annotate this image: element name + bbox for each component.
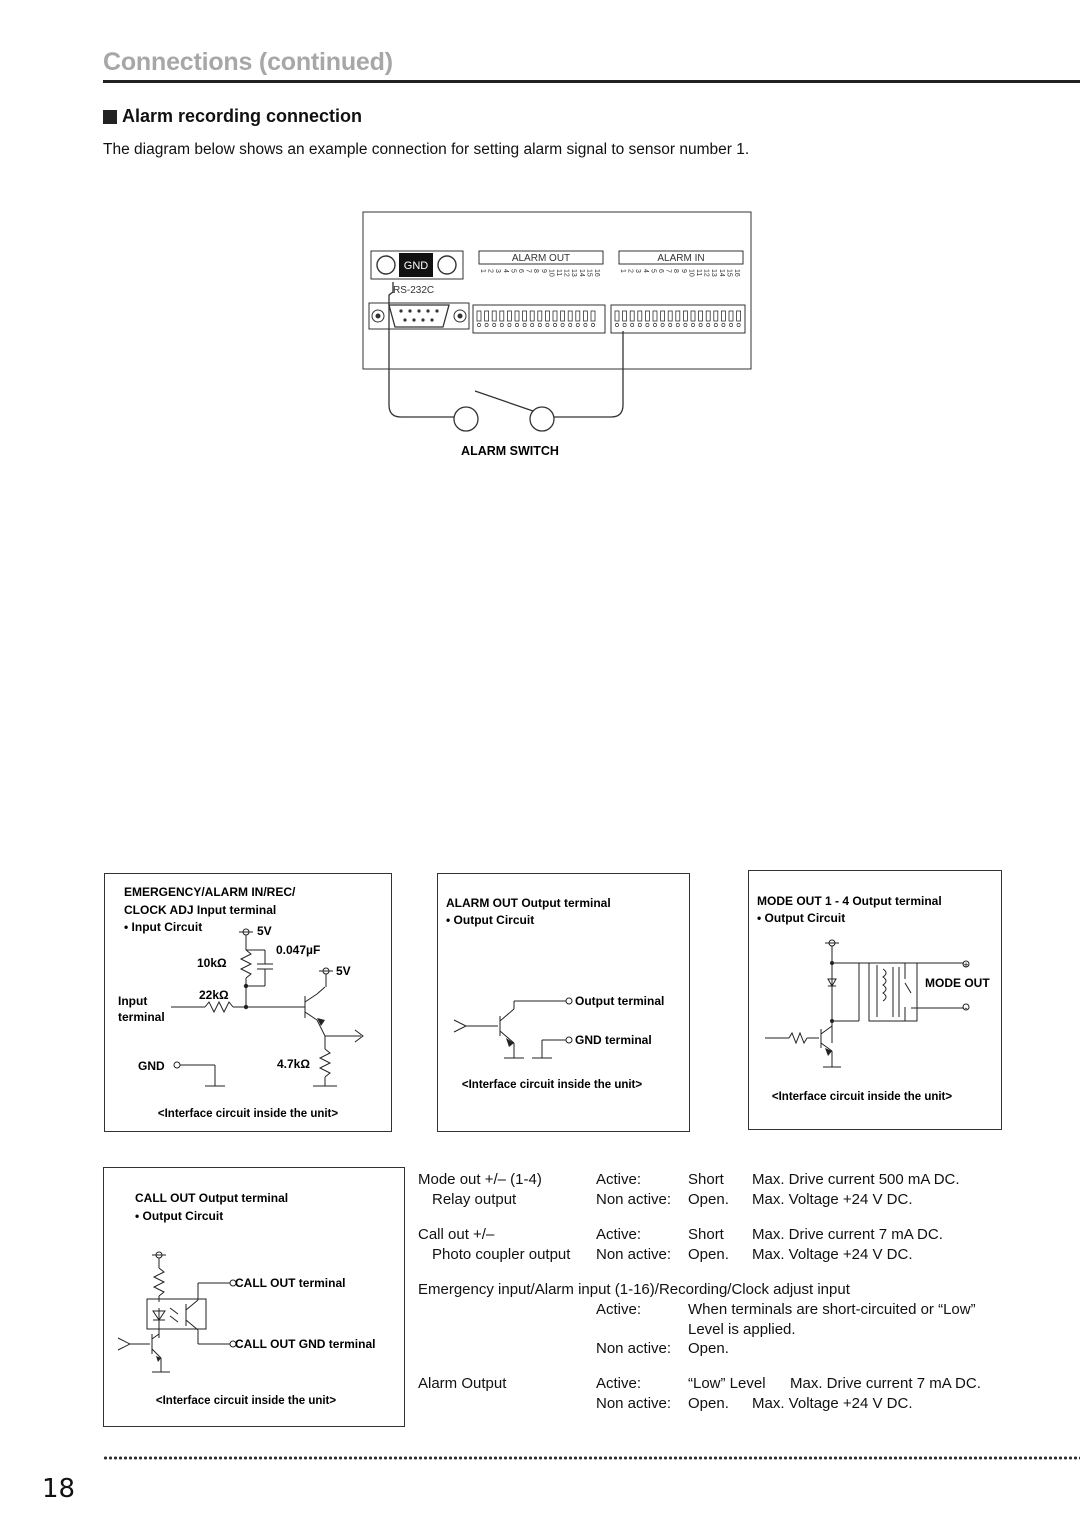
spec-alarm-max2: Max. Voltage +24 V DC. bbox=[752, 1395, 913, 1412]
junction-dot bbox=[244, 1005, 248, 1009]
intro-text: The diagram below shows an example connection for setting alarm signal to sensor number 1. bbox=[103, 141, 750, 158]
terminal-slot bbox=[530, 311, 534, 321]
emergency-title-1: EMERGENCY/ALARM IN/REC/ bbox=[124, 885, 296, 899]
terminal-screw bbox=[707, 323, 710, 326]
spec-alarm-low: “Low” Level bbox=[688, 1375, 766, 1392]
terminal-screw bbox=[523, 323, 526, 326]
pin-number: 11 bbox=[695, 269, 702, 277]
pin-number: 11 bbox=[555, 269, 562, 277]
terminal-slot bbox=[691, 311, 695, 321]
spec-call-name: Call out +/– bbox=[418, 1226, 495, 1243]
alarm-out-subtitle: • Output Circuit bbox=[446, 913, 535, 927]
emergency-schematic bbox=[105, 874, 391, 1131]
pin-number: 6 bbox=[657, 269, 664, 273]
call-out-terminal: CALL OUT terminal bbox=[235, 1276, 346, 1290]
terminal-screw bbox=[729, 323, 732, 326]
call-out-subtitle: • Output Circuit bbox=[135, 1209, 224, 1223]
terminal-slot bbox=[561, 311, 565, 321]
pin-number: 12 bbox=[702, 269, 710, 277]
spec-mode-name: Mode out +/– (1-4) bbox=[418, 1171, 542, 1188]
gnd-screw-icon bbox=[377, 256, 395, 274]
terminal-slot bbox=[523, 311, 527, 321]
pin-number: 5 bbox=[649, 269, 657, 273]
pin-number: 7 bbox=[524, 269, 532, 273]
spec-call-max1: Max. Drive current 7 mA DC. bbox=[752, 1226, 943, 1243]
spec-emergency-name: Emergency input/Alarm input (1-16)/Recording/Clock adjust input bbox=[418, 1281, 850, 1298]
mode-out-footer: <Interface circuit inside the unit> bbox=[771, 1091, 953, 1103]
spec-call-max2: Max. Voltage +24 V DC. bbox=[752, 1246, 913, 1263]
terminal-screw bbox=[623, 323, 626, 326]
terminal-slot bbox=[545, 311, 549, 321]
pin-number: 7 bbox=[664, 269, 672, 273]
pin-number: 13 bbox=[710, 269, 718, 277]
terminal-slot bbox=[683, 311, 687, 321]
terminal-screw bbox=[653, 323, 656, 326]
terminal-screw bbox=[661, 323, 664, 326]
terminal-slot bbox=[699, 311, 703, 321]
terminal-slot bbox=[568, 311, 572, 321]
alarm-in-terminals bbox=[615, 311, 741, 327]
terminal-screw bbox=[669, 323, 672, 326]
spec-call-short: Short bbox=[688, 1226, 724, 1243]
mode-out-label: MODE OUT bbox=[925, 976, 990, 990]
terminal-screw bbox=[737, 323, 740, 326]
spec-emergency-nonactive: Non active: bbox=[596, 1340, 672, 1357]
terminal-screw bbox=[638, 323, 641, 326]
terminal-slot bbox=[477, 311, 481, 321]
alarm-out-label: ALARM OUT bbox=[511, 253, 571, 264]
terminal-slot bbox=[729, 311, 733, 321]
rs232c-label: RS-232C bbox=[393, 285, 435, 296]
terminal-slot bbox=[630, 311, 634, 321]
pin-number: 10 bbox=[687, 269, 695, 277]
pin-number: 16 bbox=[733, 269, 740, 277]
call-out-schematic bbox=[104, 1168, 404, 1426]
pin-number: 12 bbox=[562, 269, 570, 277]
emergency-5v-2: 5V bbox=[336, 964, 351, 978]
gnd-label: GND bbox=[403, 260, 429, 272]
pin-number: 14 bbox=[577, 269, 585, 277]
emergency-r3: 4.7kΩ bbox=[277, 1057, 310, 1071]
call-out-title: CALL OUT Output terminal bbox=[135, 1191, 289, 1205]
gnd-screw-2-icon bbox=[438, 256, 456, 274]
pin-number: 1 bbox=[619, 269, 626, 273]
emergency-subtitle: • Input Circuit bbox=[124, 920, 203, 934]
emergency-cap: 0.047µF bbox=[276, 943, 321, 957]
terminal-slot bbox=[706, 311, 710, 321]
call-out-circuit-box bbox=[103, 1167, 405, 1427]
alarm-out-circuit-box bbox=[437, 873, 690, 1132]
terminal-screw bbox=[546, 323, 549, 326]
pin-number: 10 bbox=[547, 269, 555, 277]
spec-mode-active: Active: bbox=[596, 1171, 642, 1188]
call-out-gnd-terminal: CALL OUT GND terminal bbox=[235, 1337, 376, 1351]
terminal-slot bbox=[515, 311, 519, 321]
alarm-out-title: ALARM OUT Output terminal bbox=[446, 896, 611, 910]
section-title: Alarm recording connection bbox=[122, 106, 363, 126]
mode-out-title: MODE OUT 1 - 4 Output terminal bbox=[757, 894, 942, 908]
spec-call-sub: Photo coupler output bbox=[432, 1246, 571, 1263]
terminal-slot bbox=[638, 311, 642, 321]
terminal-screw bbox=[508, 323, 511, 326]
junction-dot bbox=[244, 984, 248, 988]
spec-mode-max1: Max. Drive current 500 mA DC. bbox=[752, 1171, 960, 1188]
pin-number: 5 bbox=[509, 269, 517, 273]
terminal-screw bbox=[538, 323, 541, 326]
mode-out-circuit-box bbox=[748, 870, 1002, 1130]
terminal-screw bbox=[699, 323, 702, 326]
terminal-slot bbox=[538, 311, 542, 321]
terminal-screw bbox=[515, 323, 518, 326]
spec-emergency-desc1: When terminals are short-circuited or “Low” bbox=[688, 1301, 976, 1318]
switch-lever bbox=[475, 391, 533, 411]
pin-number: 4 bbox=[641, 269, 649, 273]
terminal-slot bbox=[714, 311, 718, 321]
pin-number: 2 bbox=[626, 269, 634, 273]
emergency-r1: 10kΩ bbox=[197, 956, 227, 970]
terminal-screw bbox=[591, 323, 594, 326]
pin-number: 16 bbox=[593, 269, 600, 277]
emergency-input-2: terminal bbox=[118, 1010, 165, 1024]
spec-call-active: Active: bbox=[596, 1226, 642, 1243]
square-bullet-icon bbox=[103, 110, 117, 124]
terminal-screw bbox=[553, 323, 556, 326]
emergency-title-2: CLOCK ADJ Input terminal bbox=[124, 903, 277, 917]
pin-number: 9 bbox=[679, 269, 687, 273]
spec-alarm-open: Open. bbox=[688, 1395, 729, 1412]
spec-mode-nonactive: Non active: bbox=[596, 1191, 672, 1208]
alarm-out-terminal: Output terminal bbox=[575, 994, 665, 1008]
alarm-out-schematic bbox=[438, 874, 689, 1131]
terminal-slot bbox=[500, 311, 504, 321]
spec-call-open: Open. bbox=[688, 1246, 729, 1263]
terminal-slot bbox=[576, 311, 580, 321]
spec-call-nonactive: Non active: bbox=[596, 1246, 672, 1263]
emergency-gnd: GND bbox=[138, 1059, 165, 1073]
terminal-screw bbox=[477, 323, 480, 326]
mode-out-subtitle: • Output Circuit bbox=[757, 911, 846, 925]
spec-mode-max2: Max. Voltage +24 V DC. bbox=[752, 1191, 913, 1208]
terminal-screw bbox=[485, 323, 488, 326]
pin-number: 4 bbox=[501, 269, 509, 273]
emergency-circuit-box bbox=[104, 873, 392, 1132]
title-rule bbox=[103, 80, 1080, 83]
alarm-switch-label: ALARM SWITCH bbox=[461, 444, 559, 458]
terminal-slot bbox=[721, 311, 725, 321]
terminal-slot bbox=[615, 311, 619, 321]
terminal-slot bbox=[507, 311, 511, 321]
spec-alarm-nonactive: Non active: bbox=[596, 1395, 672, 1412]
terminal-screw bbox=[576, 323, 579, 326]
spec-alarm-active: Active: bbox=[596, 1375, 642, 1392]
terminal-screw bbox=[584, 323, 587, 326]
terminal-slot bbox=[661, 311, 665, 321]
terminal-slot bbox=[623, 311, 627, 321]
emergency-footer: <Interface circuit inside the unit> bbox=[157, 1108, 339, 1120]
minus-sign: - bbox=[964, 1003, 968, 1013]
emitter-arrow bbox=[825, 1048, 832, 1056]
spec-alarm-name: Alarm Output bbox=[418, 1375, 507, 1392]
terminal-screw bbox=[684, 323, 687, 326]
terminal-screw bbox=[500, 323, 503, 326]
dotted-divider bbox=[103, 1456, 1080, 1460]
terminal-slot bbox=[591, 311, 595, 321]
alarm-in-label: ALARM IN bbox=[657, 253, 705, 264]
terminal-screw bbox=[615, 323, 618, 326]
terminal-slot bbox=[737, 311, 741, 321]
terminal-slot bbox=[553, 311, 557, 321]
terminal-slot bbox=[668, 311, 672, 321]
pin-number: 3 bbox=[634, 269, 642, 273]
terminal-screw bbox=[569, 323, 572, 326]
pin-number: 1 bbox=[479, 269, 486, 273]
terminal-screw bbox=[561, 323, 564, 326]
section-heading bbox=[103, 106, 362, 127]
pin-number: 14 bbox=[717, 269, 725, 277]
page-number: 18 bbox=[42, 1474, 76, 1504]
pin-number: 13 bbox=[570, 269, 578, 277]
terminal-screw bbox=[714, 323, 717, 326]
spec-emergency-desc2: Level is applied. bbox=[688, 1321, 796, 1338]
pin-number: 15 bbox=[585, 269, 593, 277]
pin-number: 9 bbox=[539, 269, 547, 273]
terminal-slot bbox=[492, 311, 496, 321]
emergency-input-1: Input bbox=[118, 994, 148, 1008]
terminal-screw bbox=[646, 323, 649, 326]
terminal-screw bbox=[531, 323, 534, 326]
terminal-screw bbox=[722, 323, 725, 326]
alarm-out-footer: <Interface circuit inside the unit> bbox=[461, 1079, 643, 1091]
spec-alarm-max1: Max. Drive current 7 mA DC. bbox=[790, 1375, 981, 1392]
terminal-slot bbox=[676, 311, 680, 321]
mode-out-schematic bbox=[749, 871, 1001, 1129]
plus-sign: + bbox=[963, 960, 969, 970]
pin-number: 8 bbox=[532, 269, 540, 273]
spec-emergency-active: Active: bbox=[596, 1301, 642, 1318]
page-title: Connections (continued) bbox=[103, 48, 393, 76]
spec-emergency-open: Open. bbox=[688, 1340, 729, 1357]
emergency-r2: 22kΩ bbox=[199, 988, 229, 1002]
terminal-screw bbox=[493, 323, 496, 326]
terminal-slot bbox=[653, 311, 657, 321]
pin-number: 2 bbox=[486, 269, 494, 273]
spec-mode-short: Short bbox=[688, 1171, 724, 1188]
terminal-slot bbox=[583, 311, 587, 321]
switch-terminal-left-icon bbox=[454, 407, 478, 431]
rear-panel-diagram bbox=[355, 205, 760, 465]
terminal-screw bbox=[676, 323, 679, 326]
pin-number: 15 bbox=[725, 269, 733, 277]
pin-number: 6 bbox=[517, 269, 524, 273]
spec-mode-open: Open. bbox=[688, 1191, 729, 1208]
terminal-slot bbox=[485, 311, 489, 321]
emergency-5v-1: 5V bbox=[257, 924, 272, 938]
call-out-footer: <Interface circuit inside the unit> bbox=[155, 1395, 337, 1407]
pin-number: 3 bbox=[494, 269, 502, 273]
switch-terminal-right-icon bbox=[530, 407, 554, 431]
rs232c-connector-icon bbox=[369, 303, 469, 329]
alarm-out-gnd-terminal: GND terminal bbox=[575, 1033, 652, 1047]
terminal-screw bbox=[631, 323, 634, 326]
terminal-screw bbox=[691, 323, 694, 326]
pin-number: 8 bbox=[672, 269, 680, 273]
terminal-slot bbox=[645, 311, 649, 321]
spec-mode-sub: Relay output bbox=[432, 1191, 517, 1208]
